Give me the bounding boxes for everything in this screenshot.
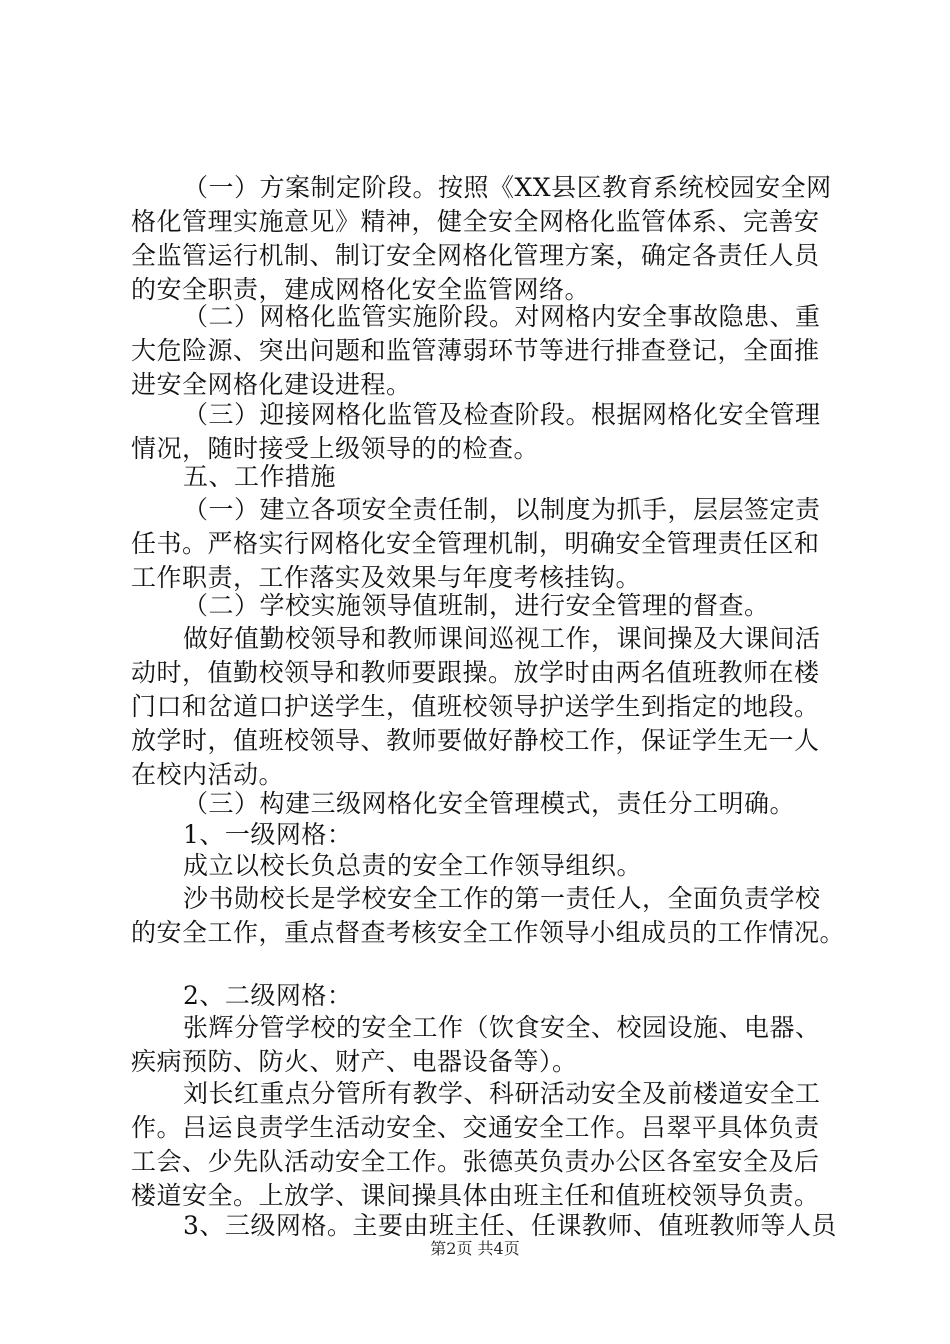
paragraph-line: 张辉分管学校的安全工作（饮食安全、校园设施、电器、: [183, 1013, 821, 1042]
section-heading: 五、工作措施: [183, 462, 337, 491]
paragraph-line: （三）构建三级网格化安全管理模式，责任分工明确。: [183, 789, 796, 818]
paragraph-line: （一）建立各项安全责任制，以制度为抓手，层层签定责: [183, 495, 821, 524]
paragraph-line: 做好值勤校领导和教师课间巡视工作，课间操及大课间活: [183, 624, 821, 653]
paragraph-line: 楼道安全。上放学、课间操具体由班主任和值班校领导负责。: [131, 1181, 820, 1210]
paragraph-line: （一）方案制定阶段。按照《XX县区教育系统校园安全网: [183, 173, 832, 202]
page-number-footer: 第2页 共4页: [430, 1239, 520, 1258]
paragraph-line: 大危险源、突出问题和监管薄弱环节等进行排查登记，全面推: [131, 336, 820, 365]
paragraph-line: 任书。严格实行网格化安全管理机制，明确安全管理责任区和: [131, 529, 820, 558]
paragraph-line: 情况，随时接受上级领导的的检查。: [131, 434, 540, 463]
subsection-heading: 1、一级网格：: [183, 820, 353, 849]
paragraph-line: 3、三级网格。主要由班主任、任课教师、值班教师等人员: [183, 1211, 837, 1240]
paragraph-line: （二）网格化监管实施阶段。对网格内安全事故隐患、重: [183, 302, 821, 331]
paragraph-line: 工作职责，工作落实及效果与年度考核挂钩。: [131, 563, 642, 592]
paragraph-line: 的安全职责，建成网格化安全监管网络。: [131, 275, 591, 304]
paragraph-line: 门口和岔道口护送学生，值班校领导护送学生到指定的地段。: [131, 692, 820, 721]
paragraph-line: 工会、少先队活动安全工作。张德英负责办公区各室安全及后: [131, 1147, 820, 1176]
paragraph-line: 刘长红重点分管所有教学、科研活动安全及前楼道安全工: [183, 1079, 821, 1108]
subsection-heading: 2、二级网格：: [183, 981, 353, 1010]
paragraph-line: 全监管运行机制、制订安全网格化管理方案，确定各责任人员: [131, 241, 820, 270]
paragraph-line: 成立以校长负总责的安全工作领导组织。: [183, 851, 643, 880]
paragraph-line: 格化管理实施意见》精神，健全安全网格化监管体系、完善安: [131, 207, 820, 236]
paragraph-line: 的安全工作，重点督查考核安全工作领导小组成员的工作情况。: [131, 918, 846, 947]
paragraph-line: 进安全网格化建设进程。: [131, 370, 412, 399]
paragraph-line: 动时，值勤校领导和教师要跟操。放学时由两名值班教师在楼: [131, 658, 820, 687]
paragraph-line: 在校内活动。: [131, 760, 285, 789]
paragraph-line: 放学时，值班校领导、教师要做好静校工作，保证学生无一人: [131, 726, 820, 755]
paragraph-line: （二）学校实施领导值班制，进行安全管理的督查。: [183, 591, 770, 620]
paragraph-line: 沙书勋校长是学校安全工作的第一责任人，全面负责学校: [183, 884, 821, 913]
paragraph-line: 疾病预防、防火、财产、电器设备等）。: [131, 1047, 578, 1076]
paragraph-line: 作。吕运良责学生活动安全、交通安全工作。吕翠平具体负责: [131, 1113, 820, 1142]
paragraph-line: （三）迎接网格化监管及检查阶段。根据网格化安全管理: [183, 400, 821, 429]
